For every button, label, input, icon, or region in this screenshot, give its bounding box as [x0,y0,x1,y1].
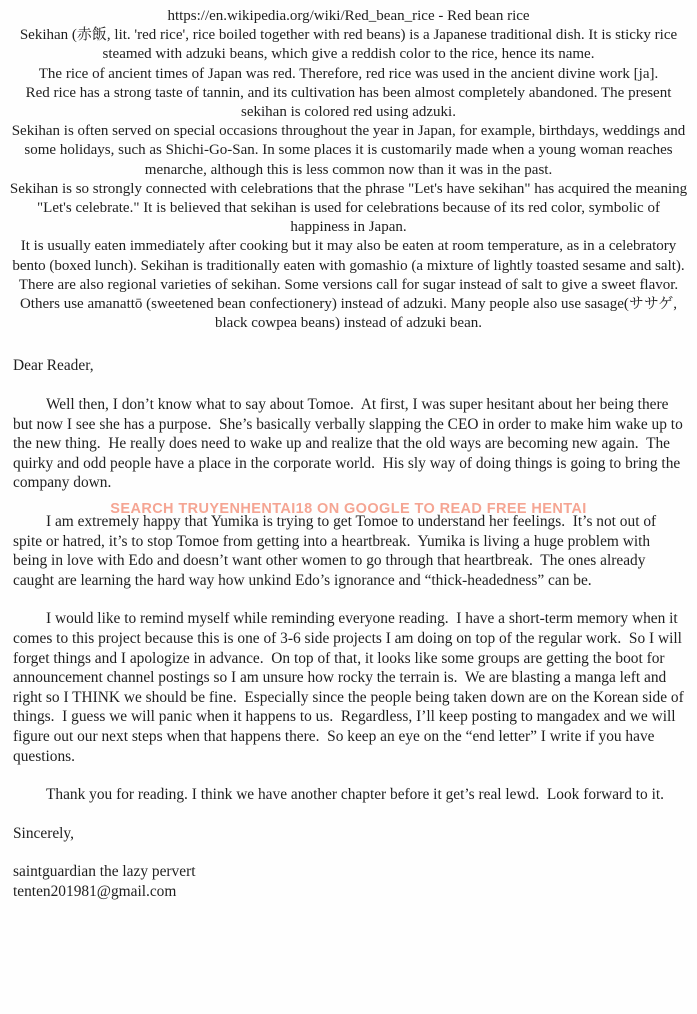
letter-paragraph: Thank you for reading. I think we have another chapter before it get’s real lewd. Look forward to it. [46,786,664,804]
letter-paragraph: Well then, I don’t know what to say about Tomoe. At first, I was super hesitant about her being there but now I see she has a purpose. She’s basically verbally slapping the CEO in order to make him wake up to the new thing. He really does need to wake up and realize that the old ways are becoming new again. The quirky and odd people have a place in the corporate world. His sly way of doing things is going to bring the company down. [13,396,687,492]
signature-block [13,862,685,901]
wiki-paragraph: Sekihan is often served on special occasions throughout the year in Japan, for example, birthdays, weddings and some holidays, such as Shichi-Go-San. In some places it is customarily made when a young woman reaches menarche, although this is less common now than it was in the past. [11,123,690,178]
letter-paragraph: I would like to remind myself while reminding everyone reading. I have a short-term memory when it comes to this project because this is one of 3-6 side projects I am doing on top of the regular work. So I will forget things and I apologize in advance. On top of that, it looks like some groups are getting the boot for announcement channel postings so I am unsure how rocky the terrain is. We are blasting a manga left and right so I THINK we should be fine. Especially since the people being taken down are on the Korean side of things. I guess we will panic when it happens to us. Regardless, I’ll keep posting to mangadex and we will figure out our next steps when that happens there. So keep an eye on the “end letter” I write if you have questions. [13,610,688,765]
source-url-line: https://en.wikipedia.org/wiki/Red_bean_rice - Red bean rice [167,8,530,24]
signature-name: saintguardian the lazy pervert [13,863,196,881]
signature-email: tenten201981@gmail.com [13,882,177,900]
wiki-excerpt-section [9,0,691,333]
translator-letter-section [13,356,688,901]
wiki-paragraph: Sekihan is so strongly connected with celebrations that the phrase "Let's have sekihan" has acquired the meaning "Let's celebrate." It is believed that sekihan is used for celebrations because of its red color, symbolic of happiness in Japan. [9,180,691,236]
letter-paragraphs [13,395,688,805]
wiki-paragraphs [9,26,691,333]
wiki-paragraph: There are also regional varieties of sekihan. Some versions call for sugar instead of salt to give a sweet flavor. Others use amanattō (sweetened bean confectionery) instead of adzuki. Many people also use sasage(ササゲ, black cowpea beans) instead of adzuki bean. [18,276,682,332]
wiki-paragraph: Sekihan (赤飯, lit. 'red rice', rice boiled together with red beans) is a Japanese traditional dish. It is sticky rice steamed with adzuki beans, which give a reddish color to the rice, hence its name. [19,27,681,63]
wiki-paragraph: Red rice has a strong taste of tannin, and its cultivation has been almost completely abandoned. The present sekihan is colored red using adzuki. [25,84,676,121]
letter-closing: Sincerely, [13,824,74,842]
wiki-paragraph: It is usually eaten immediately after cooking but it may also be eaten at room temperature, as in a celebratory bento (boxed lunch). Sekihan is traditionally eaten with gomashio (a mixture of lightly toasted sesame and salt). [12,238,685,274]
letter-salutation: Dear Reader, [13,357,94,375]
promo-watermark-text: SEARCH TRUYENHENTAI18 ON GOOGLE TO READ FREE HENTAI [110,501,587,517]
wiki-paragraph: The rice of ancient times of Japan was red. Therefore, red rice was used in the ancient divine work [ja]. [38,65,659,82]
letter-paragraph: I am extremely happy that Yumika is trying to get Tomoe to understand her feelings. It’s not out of spite or hatred, it’s to stop Tomoe from getting into a heartbreak. Yumika is living a huge problem with being in love with Edo and doesn’t want other women to go through that heartbreak. The ones already caught are learning the hard way how unkind Edo’s ignorance and “thick-headedness” can be. [13,513,661,589]
